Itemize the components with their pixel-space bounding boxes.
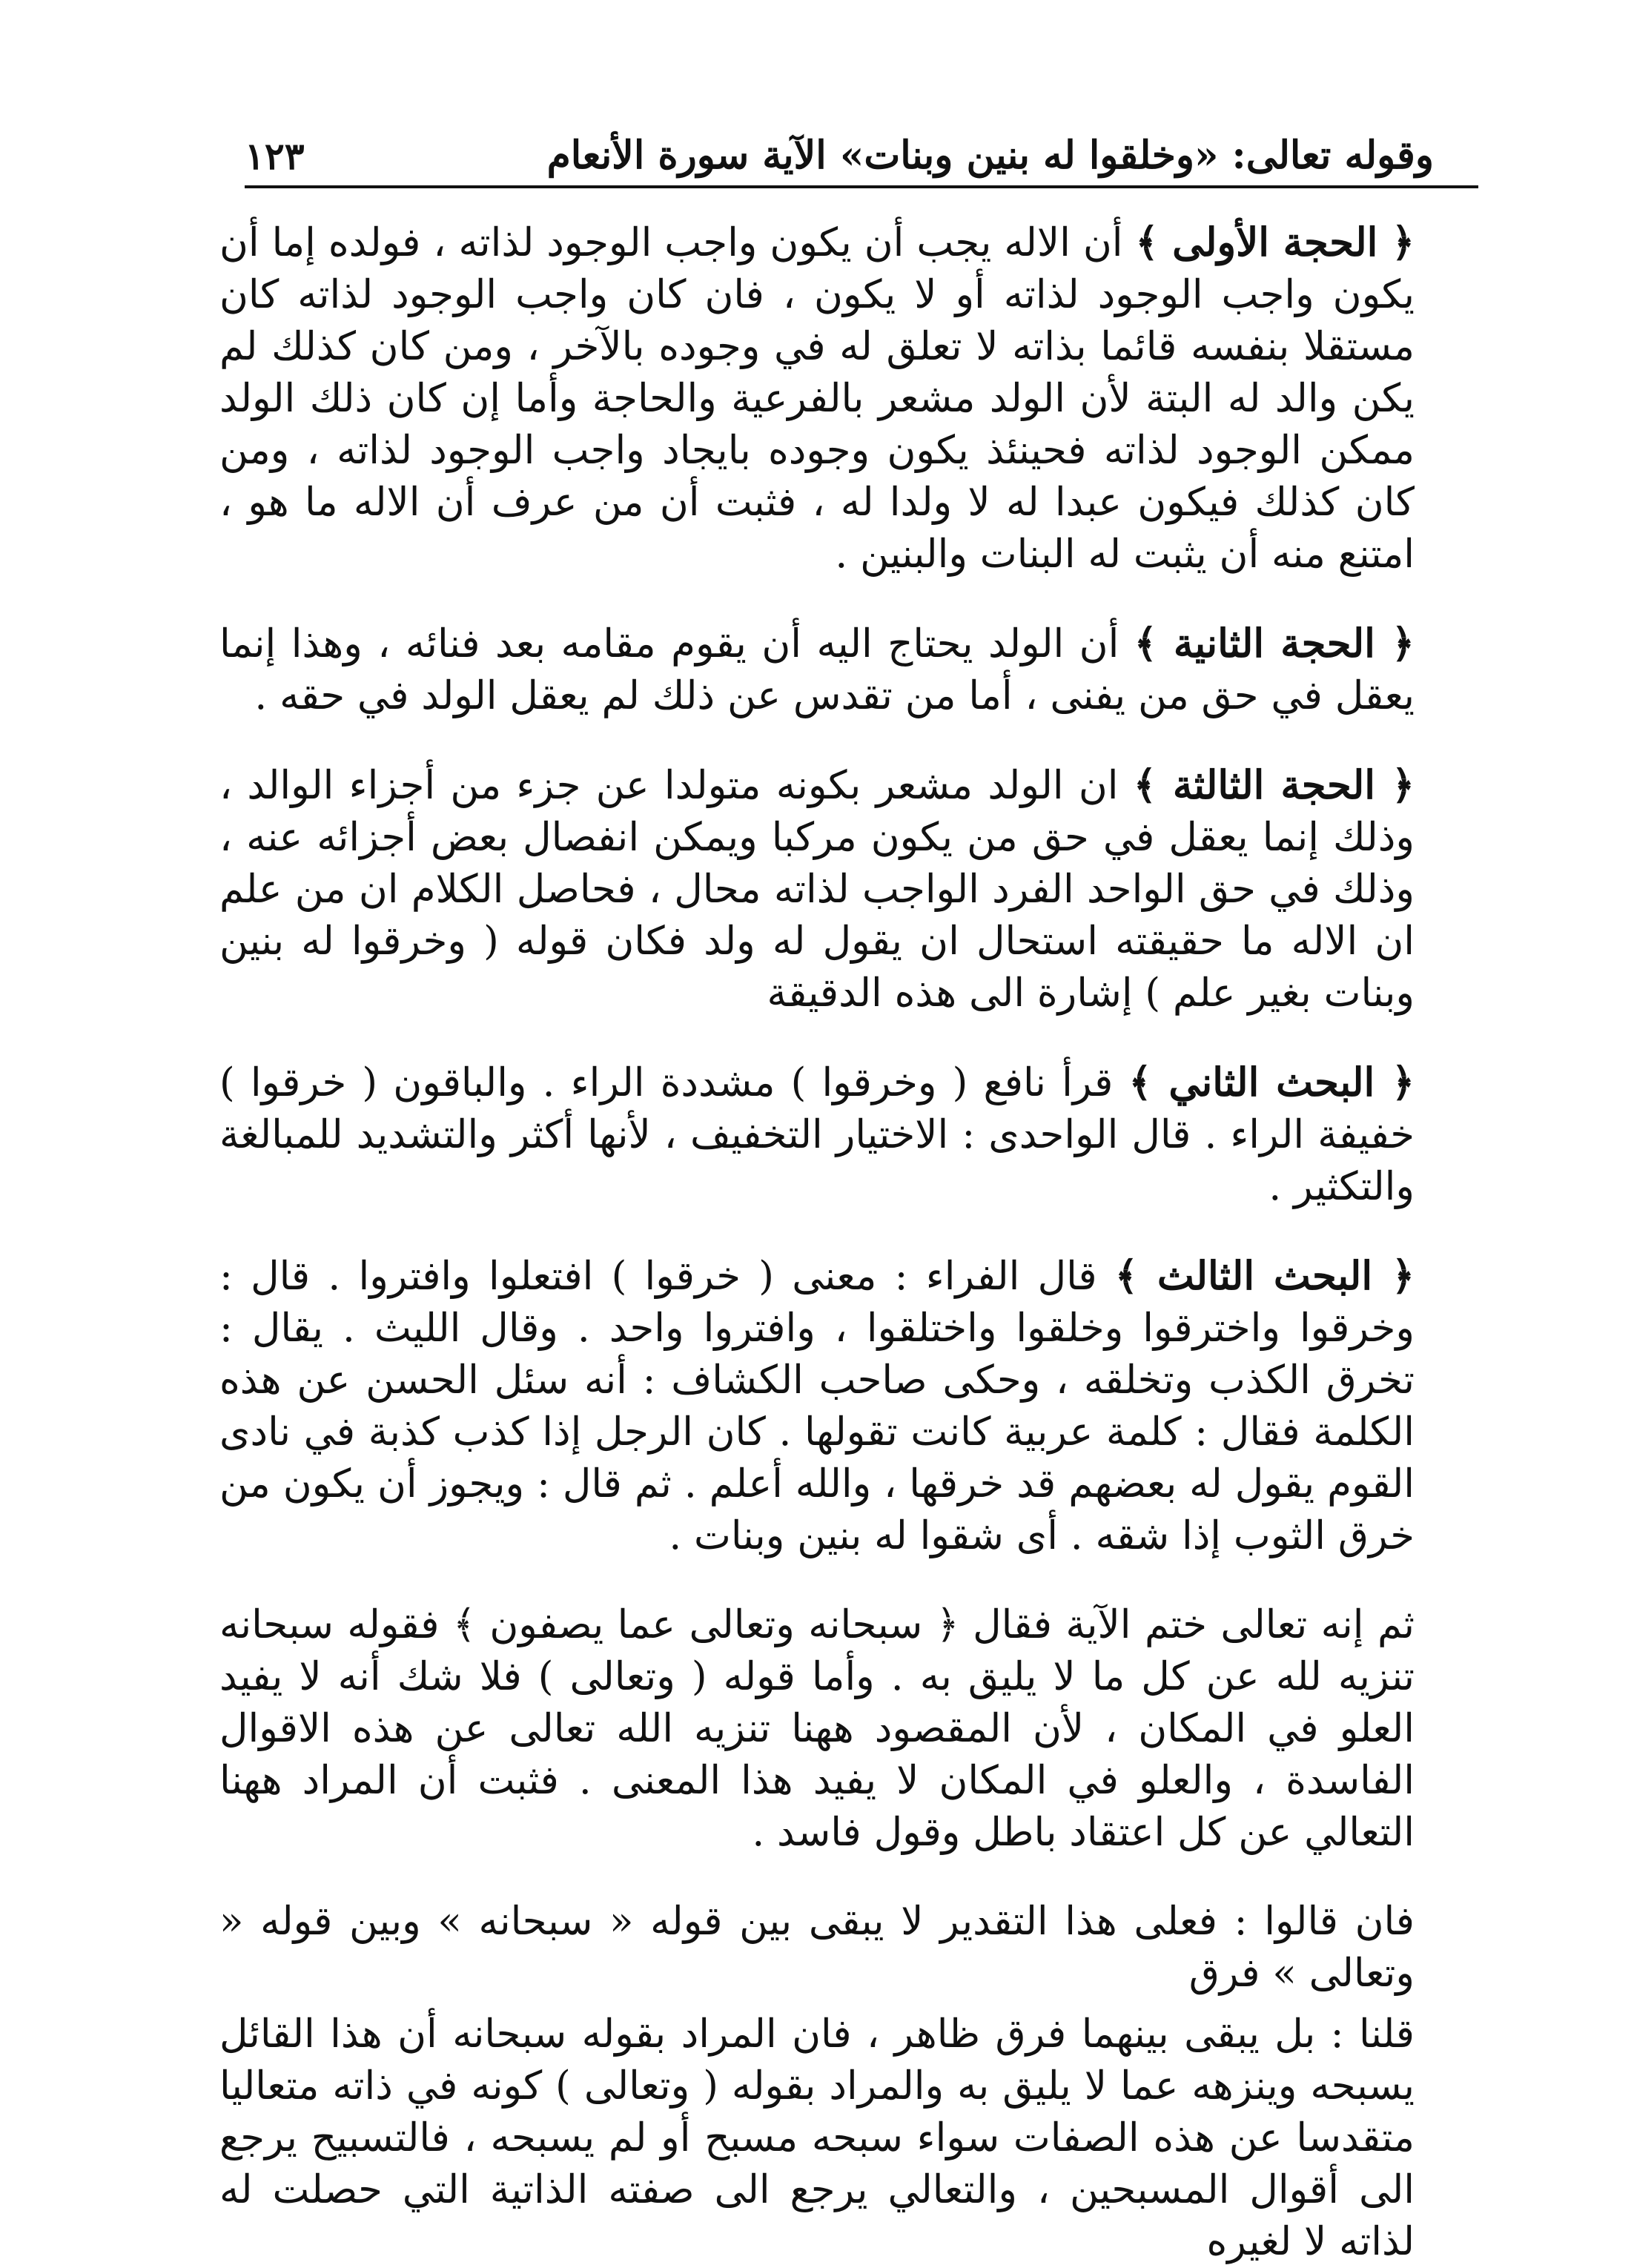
paragraph-second-argument	[219, 618, 1415, 722]
paragraph-second-inquiry	[219, 1057, 1415, 1213]
paragraph-heading: ﴿ الحجة الأولى ﴾	[1135, 219, 1415, 265]
paragraph-text: قلنا : بل يبقى بينهما فرق ظاهر ، فان المراد بقوله سبحانه أن هذا القائل يسبحه وينزهه عما لا يليق به والمراد بقوله ( وتعالى ) كونه في ذاته متعاليا متقدسا عن هذه الصفات سواء سبحه مسبح أو لم يسبحه ، فالتسبيح يرجع الى أقوال المسبحين ، والتعالي يرجع الى صفته الذاتية التي حصلت له لذاته لا لغيره	[219, 2011, 1415, 2264]
paragraph-text: ان الولد مشعر بكونه متولدا عن جزء من أجزاء الوالد ، وذلك إنما يعقل في حق من يكون مركبا ويمكن انفصال بعض أجزائه عنه ، وذلك في حق الواحد الفرد الواجب لذاته محال ، فحاصل الكلام ان من علم ان الاله ما حقيقته استحال ان يقول له ولد فكان قوله ( وخرقوا له بنين وبنات بغير علم ) إشارة الى هذه الدقيقة	[219, 763, 1415, 1016]
paragraph-heading: ﴿ الحجة الثالثة ﴾	[1133, 762, 1415, 808]
page-header	[89, 104, 1545, 178]
paragraph-heading: ﴿ البحث الثالث ﴾	[1114, 1253, 1415, 1299]
paragraph-text: فان قالوا : فعلى هذا التقدير لا يبقى بين قوله « سبحانه » وبين قوله « وتعالى » فرق	[219, 1899, 1415, 1996]
paragraph-heading: ﴿ الحجة الثانية ﴾	[1134, 621, 1415, 667]
header-rule	[245, 185, 1478, 188]
paragraph-objection	[219, 1896, 1415, 2000]
paragraph-reply	[219, 2009, 1415, 2268]
paragraph-text: أن الولد يحتاج اليه أن يقوم مقامه بعد فنائه ، وهذا إنما يعقل في حق من يفنى ، أما من تقدس عن ذلك لم يعقل الولد في حقه .	[219, 621, 1415, 718]
page-number: ١٢٣	[245, 134, 305, 178]
paragraph-verse-ending	[219, 1599, 1415, 1859]
running-title: وقوله تعالى: «وخلقوا له بنين وبنات» الآية سورة الأنعام	[546, 133, 1434, 178]
paragraph-third-argument	[219, 759, 1415, 1019]
paragraph-text: قرأ نافع ( وخرقوا ) مشددة الراء . والباقون ( خرقوا ) خفيفة الراء . قال الواحدى : الاختيار التخفيف ، لأنها أكثر والتشديد للمبالغة والتكثير .	[219, 1060, 1415, 1209]
paragraph-third-inquiry	[219, 1250, 1415, 1562]
paragraph-text: ثم إنه تعالى ختم الآية فقال ﴿ سبحانه وتعالى عما يصفون ﴾ فقوله سبحانه تنزيه لله عن كل ما لا يليق به . وأما قوله ( وتعالى ) فلا شك أنه لا يفيد العلو في المكان ، لأن المقصود ههنا تنزيه الله تعالى عن هذه الاقوال الفاسدة ، والعلو في المكان لا يفيد هذا المعنى . فثبت أن المراد ههنا التعالي عن كل اعتقاد باطل وقول فاسد .	[219, 1602, 1415, 1855]
paragraph-first-argument	[219, 216, 1415, 581]
paragraph-text: أن الاله يجب أن يكون واجب الوجود لذاته ، فولده إما أن يكون واجب الوجود لذاته أو لا يكون ، فان كان واجب الوجود لذاته كان مستقلا بنفسه قائما بذاته لا تعلق له في وجوده بالآخر ، ومن كان كذلك لم يكن والد له البتة لأن الولد مشعر بالفرعية والحاجة وأما إن كان ذلك الولد ممكن الوجود لذاته فحينئذ يكون وجوده بايجاد واجب الوجود لذاته ، ومن كان كذلك فيكون عبدا له لا ولدا له ، فثبت أن من عرف أن الاله ما هو ، امتنع منه أن يثبت له البنات والبنين .	[219, 220, 1415, 577]
paragraph-heading: ﴿ البحث الثاني ﴾	[1128, 1059, 1415, 1105]
paragraph-text: قال الفراء : معنى ( خرقوا ) افتعلوا وافتروا . قال : وخرقوا واخترقوا وخلقوا واختلقوا ، وافتروا واحد . وقال الليث . يقال : تخرق الكذب وتخلقه ، وحكى صاحب الكشاف : أنه سئل الحسن عن هذه الكلمة فقال : كلمة عربية كانت تقولها . كان الرجل إذا كذب كذبة في نادى القوم يقول له بعضهم قد خرقها ، والله أعلم . ثم قال : ويجوز أن يكون من خرق الثوب إذا شقه . أى شقوا له بنين وبنات .	[219, 1254, 1415, 1558]
page-body	[89, 216, 1545, 2268]
